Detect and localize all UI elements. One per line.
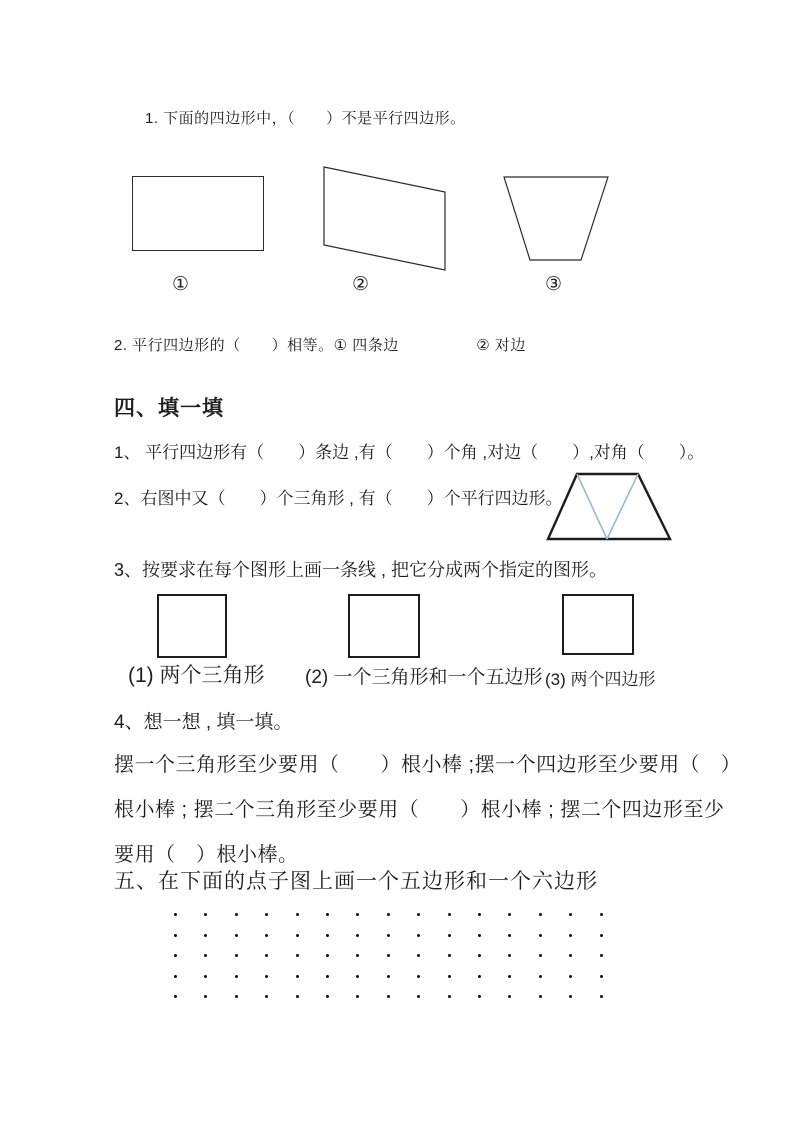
grid-dot: [569, 975, 572, 978]
grid-dot: [296, 954, 299, 957]
grid-dot: [235, 975, 238, 978]
divide-option-2: (2) 一个三角形和一个五边形: [305, 667, 543, 688]
triangle-divider-left: [577, 474, 607, 539]
grid-dot: [569, 934, 572, 937]
grid-dot: [478, 913, 481, 916]
grid-dot: [600, 913, 603, 916]
sticks-paragraph-line-3: 要用（ ）根小棒。: [114, 844, 299, 866]
grid-dot: [204, 913, 207, 916]
grid-dot: [387, 913, 390, 916]
grid-dot: [356, 913, 359, 916]
figure-rectangle: [132, 176, 264, 251]
grid-dot: [265, 913, 268, 916]
grid-dot: [600, 975, 603, 978]
grid-dot: [296, 975, 299, 978]
grid-dot: [356, 995, 359, 998]
grid-dot: [174, 913, 177, 916]
grid-dot: [326, 934, 329, 937]
grid-dot: [265, 954, 268, 957]
question-2-text: 2. 平行四边形的（ ）相等。① 四条边 ② 对边: [114, 337, 526, 354]
grid-dot: [174, 975, 177, 978]
grid-dot: [296, 995, 299, 998]
figure-parallelogram: [320, 162, 450, 274]
grid-dot: [356, 975, 359, 978]
grid-dot: [569, 913, 572, 916]
sticks-paragraph-line-2: 根小棒 ; 摆二个三角形至少要用（ ）根小棒 ; 摆二个四边形至少: [114, 799, 725, 821]
divide-square-1: [157, 594, 227, 658]
divide-option-1: (1) 两个三角形: [128, 664, 265, 687]
grid-dot: [600, 954, 603, 957]
grid-dot: [508, 954, 511, 957]
grid-dot: [569, 995, 572, 998]
section-5-title: 五、在下面的点子图上画一个五边形和一个六边形: [114, 870, 598, 893]
grid-dot: [417, 995, 420, 998]
grid-dot: [235, 954, 238, 957]
grid-dot: [174, 995, 177, 998]
grid-dot: [356, 954, 359, 957]
grid-dot: [204, 954, 207, 957]
question-1-text: 1. 下面的四边形中，（ ）不是平行四边形。: [145, 110, 466, 127]
grid-dot: [326, 913, 329, 916]
figure-label-1: ①: [172, 274, 190, 295]
grid-dot: [326, 975, 329, 978]
grid-dot: [478, 995, 481, 998]
grid-dot: [508, 995, 511, 998]
grid-dot: [265, 934, 268, 937]
grid-dot: [539, 975, 542, 978]
grid-dot: [478, 954, 481, 957]
grid-dot: [448, 995, 451, 998]
grid-dot: [174, 934, 177, 937]
grid-dot: [204, 934, 207, 937]
grid-dot: [387, 975, 390, 978]
grid-dot: [387, 954, 390, 957]
grid-dot: [296, 913, 299, 916]
parallelogram-outline: [324, 167, 445, 270]
grid-dot: [356, 934, 359, 937]
grid-dot: [235, 934, 238, 937]
grid-dot: [235, 913, 238, 916]
grid-dot: [508, 913, 511, 916]
grid-dot: [539, 995, 542, 998]
grid-dot: [417, 913, 420, 916]
fill-question-4: 4、想一想 , 填一填。: [114, 712, 293, 733]
grid-dot: [448, 954, 451, 957]
grid-dot: [174, 954, 177, 957]
grid-dot: [387, 934, 390, 937]
grid-dot: [508, 975, 511, 978]
trapezoid-with-triangles-figure: [545, 470, 675, 544]
figure-label-3: ③: [545, 274, 563, 295]
fill-question-1: 1、 平行四边形有（ ）条边 ,有（ ）个角 ,对边（ ）,对角（ ）。: [114, 443, 705, 462]
grid-dot: [478, 934, 481, 937]
grid-dot: [387, 995, 390, 998]
fill-question-3: 3、按要求在每个图形上画一条线 , 把它分成两个指定的图形。: [114, 560, 608, 580]
triangle-divider-right: [607, 474, 638, 539]
fill-question-2: 2、右图中又（ ）个三角形 , 有（ ）个平行四边形。: [114, 489, 563, 508]
grid-dot: [600, 995, 603, 998]
trapezoid-outline: [504, 177, 608, 260]
dot-grid: [174, 913, 614, 1018]
grid-dot: [448, 934, 451, 937]
grid-dot: [448, 913, 451, 916]
grid-dot: [326, 995, 329, 998]
divide-option-3: (3) 两个四边形: [545, 670, 656, 689]
divide-square-3: [562, 594, 634, 655]
grid-dot: [417, 975, 420, 978]
grid-dot: [235, 995, 238, 998]
grid-dot: [265, 975, 268, 978]
grid-dot: [539, 913, 542, 916]
grid-dot: [448, 975, 451, 978]
grid-dot: [539, 954, 542, 957]
grid-dot: [508, 934, 511, 937]
section-4-title: 四、填一填: [114, 397, 224, 420]
grid-dot: [204, 975, 207, 978]
trapezoid-bold-outline: [548, 474, 670, 539]
grid-dot: [417, 954, 420, 957]
grid-dot: [569, 954, 572, 957]
grid-dot: [296, 934, 299, 937]
grid-dot: [265, 995, 268, 998]
sticks-paragraph-line-1: 摆一个三角形至少要用（ ）根小棒 ;摆一个四边形至少要用（ ）: [114, 754, 742, 776]
grid-dot: [478, 975, 481, 978]
grid-dot: [539, 934, 542, 937]
figure-trapezoid: [499, 172, 613, 265]
grid-dot: [600, 934, 603, 937]
grid-dot: [417, 934, 420, 937]
grid-dot: [326, 954, 329, 957]
grid-dot: [204, 995, 207, 998]
divide-square-2: [348, 594, 420, 658]
figure-label-2: ②: [352, 274, 370, 295]
